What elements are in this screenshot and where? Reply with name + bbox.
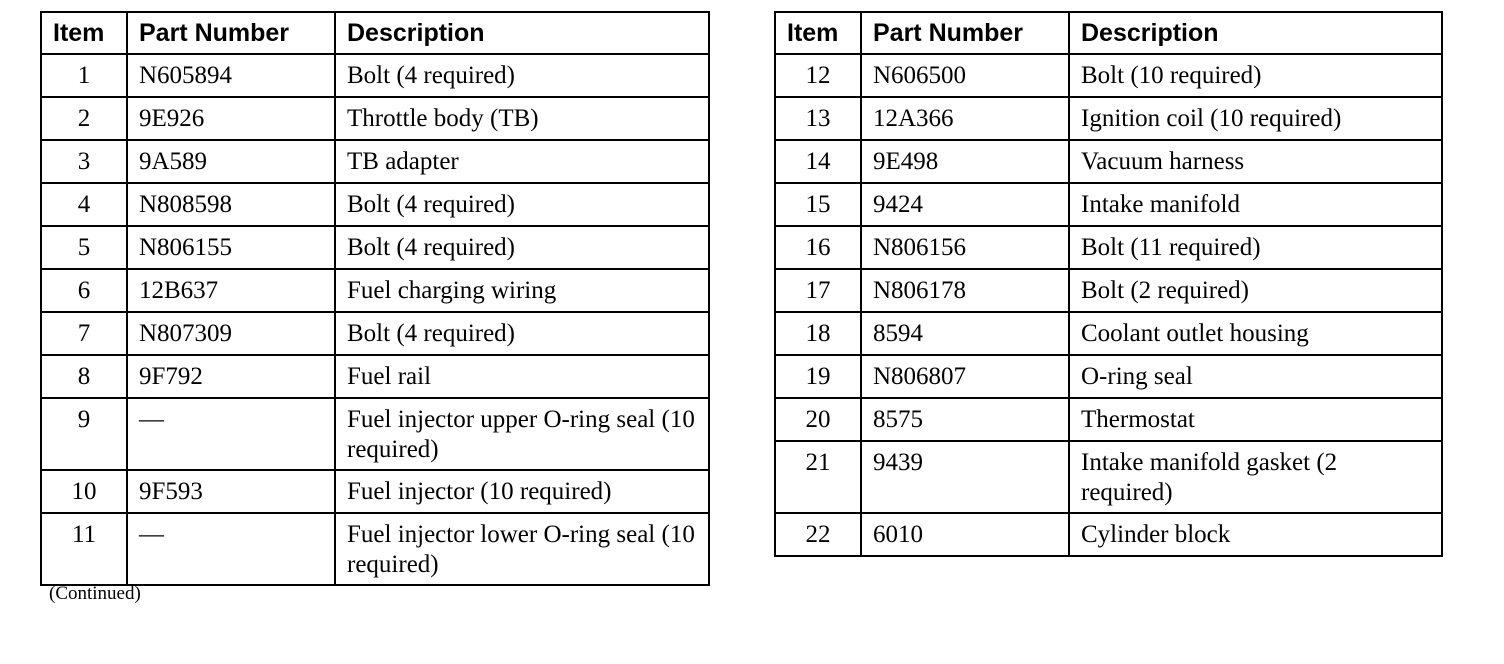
table-row bbox=[41, 140, 709, 183]
item-number-cell: 15 bbox=[775, 183, 861, 226]
part-number-cell: N806178 bbox=[861, 269, 1069, 312]
description-cell: Coolant outlet housing bbox=[1069, 312, 1442, 355]
table-row bbox=[775, 441, 1442, 513]
continued-note: (Continued) bbox=[49, 583, 141, 604]
description-cell: Bolt (4 required) bbox=[335, 54, 709, 97]
item-number-cell: 22 bbox=[775, 513, 861, 556]
item-number-cell: 3 bbox=[41, 140, 127, 183]
item-number-cell: 12 bbox=[775, 54, 861, 97]
part-number-cell: N806155 bbox=[127, 226, 335, 269]
description-cell: Intake manifold gasket (2 required) bbox=[1069, 441, 1442, 513]
part-number-cell: N806807 bbox=[861, 355, 1069, 398]
part-number-cell: N806156 bbox=[861, 226, 1069, 269]
description-cell: Fuel injector upper O-ring seal (10 required) bbox=[335, 398, 709, 470]
description-cell: O-ring seal bbox=[1069, 355, 1442, 398]
header-part-number: Part Number bbox=[861, 12, 1069, 54]
description-cell: Bolt (4 required) bbox=[335, 226, 709, 269]
parts-table-left bbox=[40, 11, 710, 586]
description-cell: Bolt (11 required) bbox=[1069, 226, 1442, 269]
header-description: Description bbox=[1069, 12, 1442, 54]
description-cell: Cylinder block bbox=[1069, 513, 1442, 556]
part-number-cell: 8594 bbox=[861, 312, 1069, 355]
header-item: Item bbox=[775, 12, 861, 54]
table-row bbox=[41, 183, 709, 226]
item-number-cell: 14 bbox=[775, 140, 861, 183]
table-row bbox=[41, 470, 709, 513]
table-row bbox=[775, 355, 1442, 398]
description-cell: Throttle body (TB) bbox=[335, 97, 709, 140]
description-cell: Bolt (4 required) bbox=[335, 312, 709, 355]
part-number-cell: 6010 bbox=[861, 513, 1069, 556]
description-cell: Fuel injector lower O-ring seal (10 required) bbox=[335, 513, 709, 585]
table-row bbox=[775, 140, 1442, 183]
part-number-cell: 9F593 bbox=[127, 470, 335, 513]
table-row bbox=[775, 97, 1442, 140]
item-number-cell: 13 bbox=[775, 97, 861, 140]
table-row bbox=[775, 183, 1442, 226]
description-cell: Vacuum harness bbox=[1069, 140, 1442, 183]
table-row bbox=[41, 312, 709, 355]
item-number-cell: 10 bbox=[41, 470, 127, 513]
table-row bbox=[775, 269, 1442, 312]
part-number-cell: 9424 bbox=[861, 183, 1069, 226]
part-number-cell: N606500 bbox=[861, 54, 1069, 97]
description-cell: Intake manifold bbox=[1069, 183, 1442, 226]
part-number-cell: 9E926 bbox=[127, 97, 335, 140]
table-row bbox=[775, 226, 1442, 269]
item-number-cell: 5 bbox=[41, 226, 127, 269]
item-number-cell: 8 bbox=[41, 355, 127, 398]
header-item: Item bbox=[41, 12, 127, 54]
table-row bbox=[41, 54, 709, 97]
table-row bbox=[41, 398, 709, 470]
part-number-cell: 9A589 bbox=[127, 140, 335, 183]
header-description: Description bbox=[335, 12, 709, 54]
item-number-cell: 19 bbox=[775, 355, 861, 398]
item-number-cell: 7 bbox=[41, 312, 127, 355]
right-table-body bbox=[775, 54, 1442, 556]
item-number-cell: 18 bbox=[775, 312, 861, 355]
item-number-cell: 1 bbox=[41, 54, 127, 97]
part-number-cell: N807309 bbox=[127, 312, 335, 355]
part-number-cell: 12B637 bbox=[127, 269, 335, 312]
item-number-cell: 21 bbox=[775, 441, 861, 513]
table-row bbox=[775, 398, 1442, 441]
left-table-body bbox=[41, 54, 709, 585]
table-row bbox=[775, 312, 1442, 355]
table-row bbox=[41, 513, 709, 585]
description-cell: Thermostat bbox=[1069, 398, 1442, 441]
table-row bbox=[41, 226, 709, 269]
table-row bbox=[41, 97, 709, 140]
table-header-row bbox=[775, 12, 1442, 54]
description-cell: Ignition coil (10 required) bbox=[1069, 97, 1442, 140]
table-row bbox=[775, 513, 1442, 556]
table-row bbox=[41, 355, 709, 398]
description-cell: TB adapter bbox=[335, 140, 709, 183]
item-number-cell: 16 bbox=[775, 226, 861, 269]
part-number-cell: N808598 bbox=[127, 183, 335, 226]
item-number-cell: 2 bbox=[41, 97, 127, 140]
description-cell: Bolt (10 required) bbox=[1069, 54, 1442, 97]
part-number-cell: 9F792 bbox=[127, 355, 335, 398]
description-cell: Fuel charging wiring bbox=[335, 269, 709, 312]
description-cell: Bolt (2 required) bbox=[1069, 269, 1442, 312]
description-cell: Fuel rail bbox=[335, 355, 709, 398]
table-row bbox=[775, 54, 1442, 97]
part-number-cell: 9439 bbox=[861, 441, 1069, 513]
item-number-cell: 11 bbox=[41, 513, 127, 585]
parts-table-right bbox=[774, 11, 1443, 557]
item-number-cell: 9 bbox=[41, 398, 127, 470]
description-cell: Bolt (4 required) bbox=[335, 183, 709, 226]
part-number-cell: 12A366 bbox=[861, 97, 1069, 140]
item-number-cell: 4 bbox=[41, 183, 127, 226]
item-number-cell: 6 bbox=[41, 269, 127, 312]
table-header-row bbox=[41, 12, 709, 54]
item-number-cell: 17 bbox=[775, 269, 861, 312]
part-number-cell: 9E498 bbox=[861, 140, 1069, 183]
description-cell: Fuel injector (10 required) bbox=[335, 470, 709, 513]
part-number-cell: N605894 bbox=[127, 54, 335, 97]
header-part-number: Part Number bbox=[127, 12, 335, 54]
part-number-cell: — bbox=[127, 513, 335, 585]
item-number-cell: 20 bbox=[775, 398, 861, 441]
table-row bbox=[41, 269, 709, 312]
part-number-cell: 8575 bbox=[861, 398, 1069, 441]
part-number-cell: — bbox=[127, 398, 335, 470]
